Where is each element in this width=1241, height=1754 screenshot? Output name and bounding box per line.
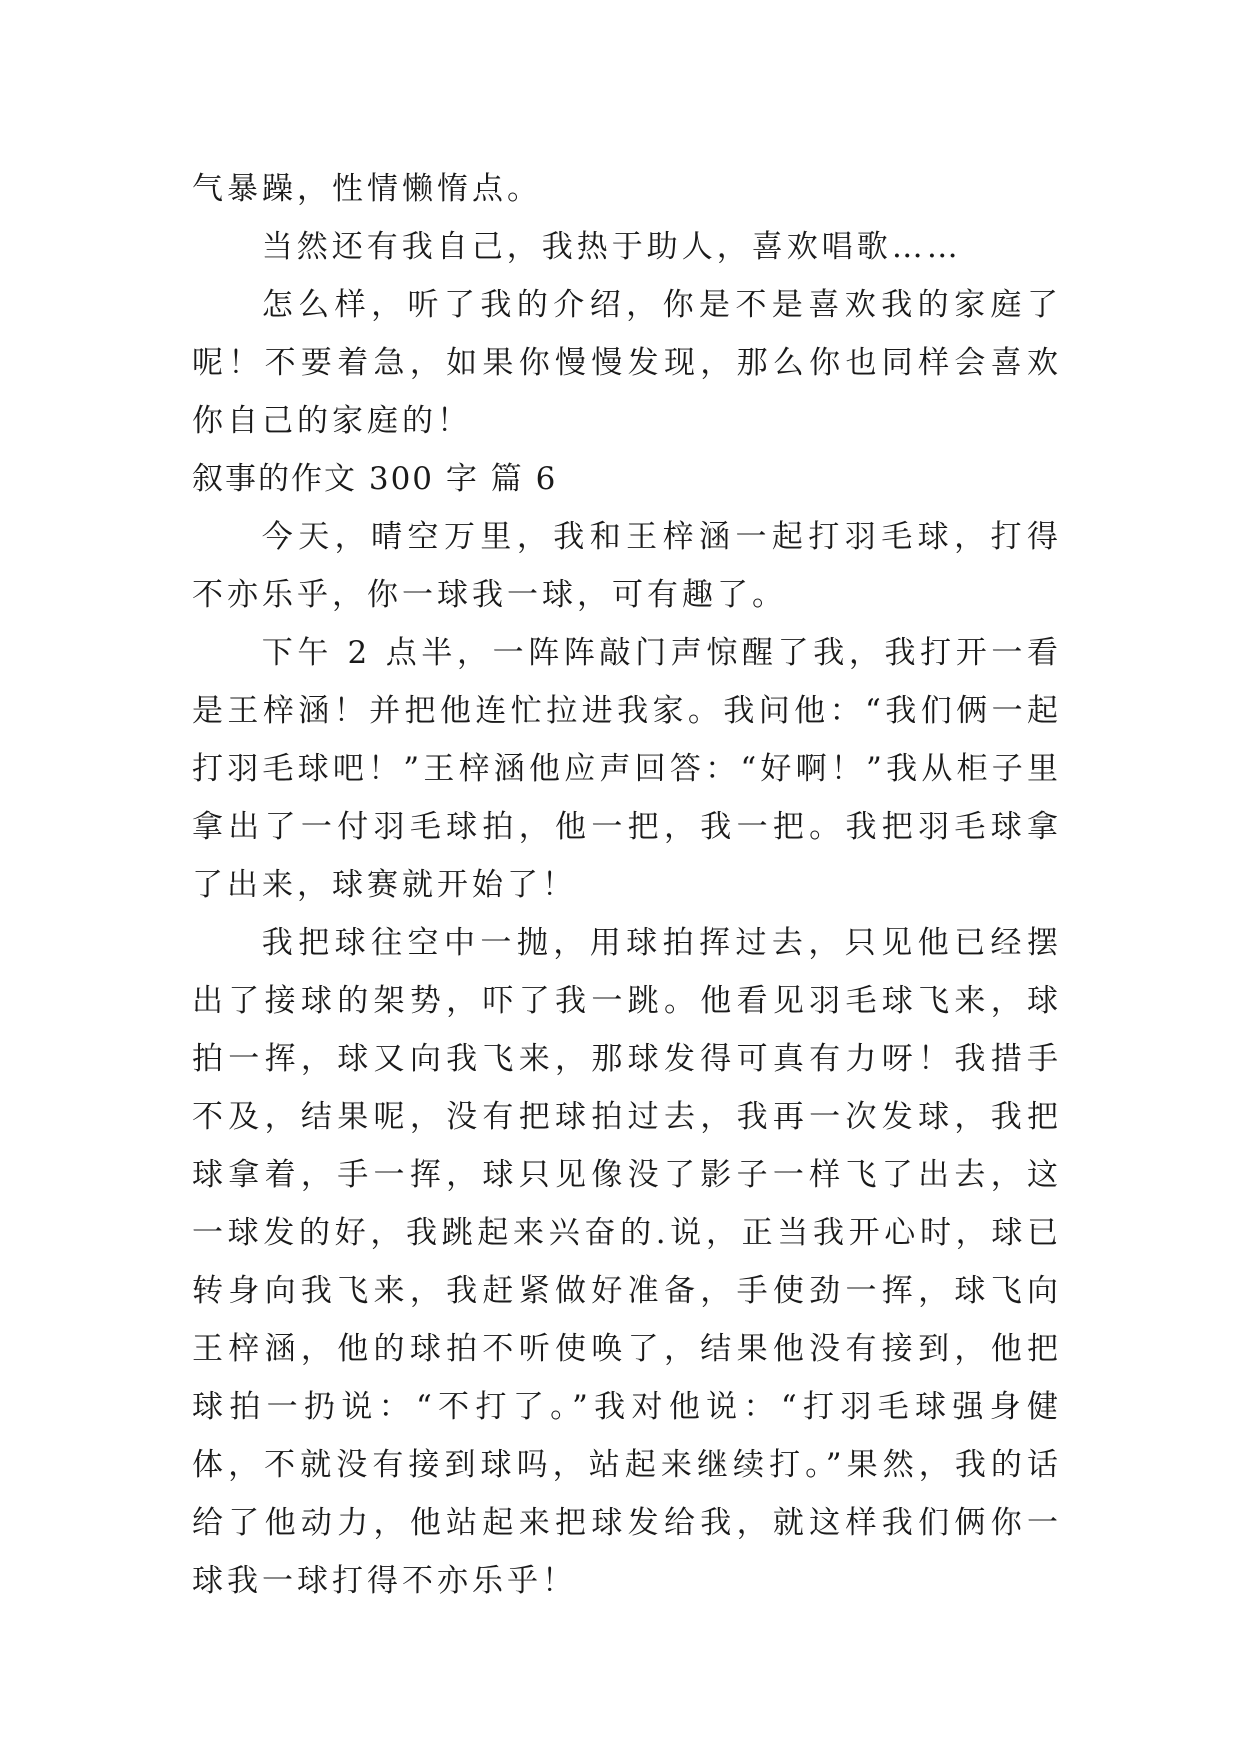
document-body	[192, 160, 1062, 1610]
section-heading: 叙事的作文 300 字 篇 6	[192, 461, 558, 497]
paragraph: 当然还有我自己，我热于助人，喜欢唱歌……	[261, 229, 962, 265]
paragraph: 今天，晴空万里，我和王梓涵一起打羽毛球，打得不亦乐乎，你一球我一球，可有趣了。	[192, 519, 1062, 613]
paragraph: 怎么样，听了我的介绍，你是不是喜欢我的家庭了呢！不要着急，如果你慢慢发现，那么你也同样会喜欢你自己的家庭的！	[192, 287, 1062, 439]
paragraph: 气暴躁，性情懒惰点。	[192, 171, 542, 207]
paragraph: 我把球往空中一抛，用球拍挥过去，只见他已经摆出了接球的架势，吓了我一跳。他看见羽毛球飞来，球拍一挥，球又向我飞来，那球发得可真有力呀！我措手不及，结果呢，没有把球拍过去，我再一次发球，我把球拿着，手一挥，球只见像没了影子一样飞了出去，这一球发的好，我跳起来兴奋的.说，正当我开心时，球已转身向我飞来，我赶紧做好准备，手使劲一挥，球飞向王梓涵，他的球拍不听使唤了，结果他没有接到，他把球拍一扔说：“不打了。”我对他说：“打羽毛球强身健体，不就没有接到球吗，站起来继续打。”果然，我的话给了他动力，他站起来把球发给我，就这样我们俩你一球我一球打得不亦乐乎！	[192, 925, 1062, 1599]
paragraph: 下午 2 点半，一阵阵敲门声惊醒了我，我打开一看是王梓涵！并把他连忙拉进我家。我问他：“我们俩一起打羽毛球吧！”王梓涵他应声回答：“好啊！”我从柜子里拿出了一付羽毛球拍，他一把，我一把。我把羽毛球拿了出来，球赛就开始了！	[192, 635, 1062, 903]
